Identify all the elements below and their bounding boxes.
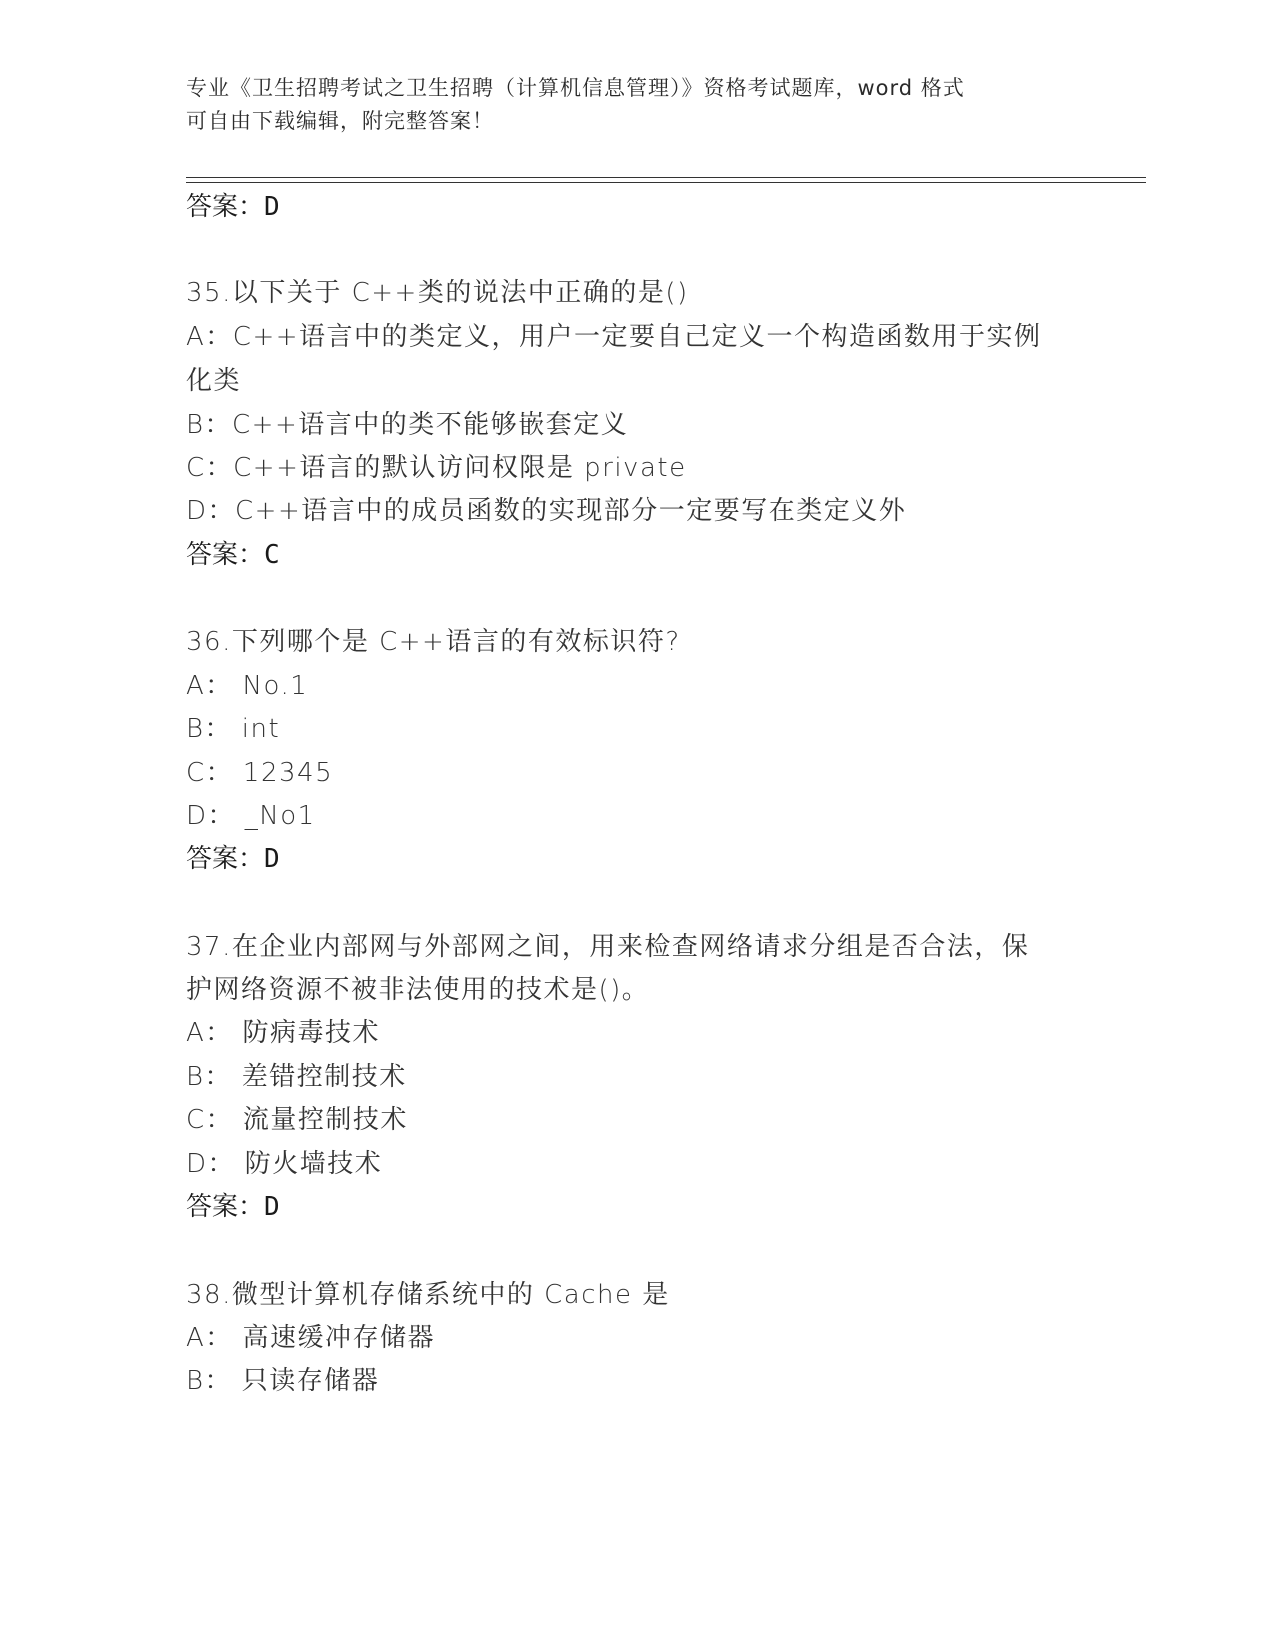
header-divider-top — [186, 177, 1146, 178]
answer-line: 答案：D — [186, 844, 280, 874]
option-d: D： 防火墙技术 — [186, 1149, 383, 1179]
header-line-1: 专业《卫生招聘考试之卫生招聘（计算机信息管理）》资格考试题库，word 格式 — [186, 76, 965, 100]
answer-line: 答案：D — [186, 1192, 280, 1222]
document-header — [186, 72, 1086, 138]
option-c: C： 流量控制技术 — [186, 1105, 408, 1135]
option-d: D： _No1 — [186, 801, 316, 831]
option-a: A： 防病毒技术 — [186, 1018, 381, 1048]
option-d: D：C++语言中的成员函数的实现部分一定要写在类定义外 — [186, 496, 907, 526]
header-divider-bottom — [186, 182, 1146, 183]
question-stem-continued: 护网络资源不被非法使用的技术是()。 — [186, 975, 650, 1005]
option-a: A：C++语言中的类定义，用户一定要自己定义一个构造函数用于实例 — [186, 322, 1042, 352]
header-line-2: 可自由下载编辑，附完整答案！ — [186, 109, 494, 133]
question-stem: 36.下列哪个是 C++语言的有效标识符? — [186, 627, 681, 657]
option-a: A： No.1 — [186, 671, 309, 701]
question-stem: 37.在企业内部网与外部网之间，用来检查网络请求分组是否合法，保 — [186, 932, 1030, 962]
question-stem: 38.微型计算机存储系统中的 Cache 是 — [186, 1280, 670, 1310]
option-a: A： 高速缓冲存储器 — [186, 1323, 436, 1353]
option-c: C： 12345 — [186, 758, 334, 788]
option-b: B： 差错控制技术 — [186, 1062, 407, 1092]
answer-line: 答案：D — [186, 192, 280, 222]
question-stem: 35.以下关于 C++类的说法中正确的是() — [186, 278, 689, 308]
option-b: B： int — [186, 714, 281, 744]
option-b: B：C++语言中的类不能够嵌套定义 — [186, 410, 629, 440]
answer-line: 答案：C — [186, 540, 280, 570]
option-c: C：C++语言的默认访问权限是 private — [186, 453, 687, 483]
option-b: B： 只读存储器 — [186, 1366, 380, 1396]
option-a-continued: 化类 — [186, 366, 242, 396]
